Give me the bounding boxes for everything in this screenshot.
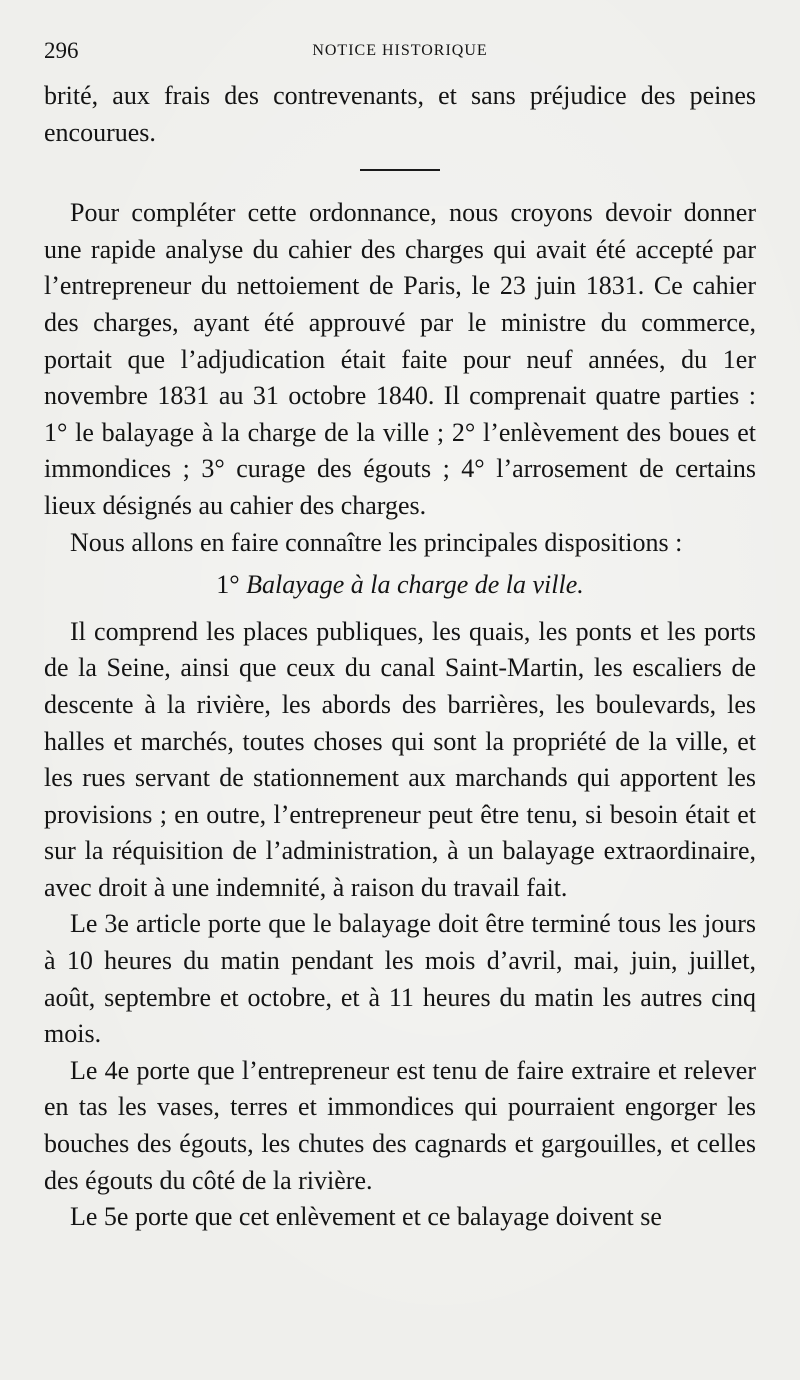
paragraph-article-5: Le 5e porte que cet enlèvement et ce balayage doivent se [70,1202,662,1232]
section-divider [360,169,440,171]
page-body [44,78,756,1236]
running-title: NOTICE HISTORIQUE [312,42,488,59]
section-heading-number: 1° [216,570,240,600]
paragraph-dispositions: Nous allons en faire connaître les principales dispositions : [70,527,683,557]
paragraph-continuation: brité, aux frais des contrevenants, et sans préjudice des peines encourues. [44,81,756,147]
paragraph-cahier-des-charges: Pour compléter cette ordonnance, nous croyons devoir donner une rapide analyse du cahier des charges qui avait été accepté par l’entrepreneur du nettoiement de Paris, le 23 juin 1831. Ce cahier des charges, ayant été approuvé par le ministre du commerce, portait que l’adjudication était faite pour neuf années, du 1er novembre 1831 au 31 octobre 1840. Il comprenait quatre parties : 1° le balayage à la charge de la ville ; 2° l’enlèvement des boues et immondices ; 3° curage des égouts ; 4° l’arrosement de certains lieux désignés au cahier des charges. [44,198,756,520]
page-number: 296 [44,38,79,63]
section-heading [44,567,756,604]
paragraph-article-4: Le 4e porte que l’entrepreneur est tenu de faire extraire et relever en tas les vases, terres et immondices qui pourraient engorger les bouches des égouts, les chutes des cagnards et gargouilles, et celles des égouts du côté de la rivière. [44,1055,756,1195]
page-header [44,38,756,74]
paragraph-balayage-scope: Il comprend les places publiques, les quais, les ponts et les ports de la Seine, ainsi que ceux du canal Saint-Martin, les escaliers de descente à la rivière, les abords des barrières, les boulevards, les halles et marchés, toutes choses qui sont la propriété de la ville, et les rues servant de stationnement aux marchands qui apportent les provisions ; en outre, l’entrepreneur peut être tenu, si besoin était et sur la réquisition de l’administration, à un balayage extraordinaire, avec droit à une indemnité, à raison du travail fait. [44,616,756,902]
section-heading-title: Balayage à la charge de la ville. [246,570,584,600]
paragraph-article-3: Le 3e article porte que le balayage doit être terminé tous les jours à 10 heures du matin pendant les mois d’avril, mai, juin, juillet, août, septembre et octobre, et à 11 heures du matin les autres cinq mois. [44,909,756,1049]
